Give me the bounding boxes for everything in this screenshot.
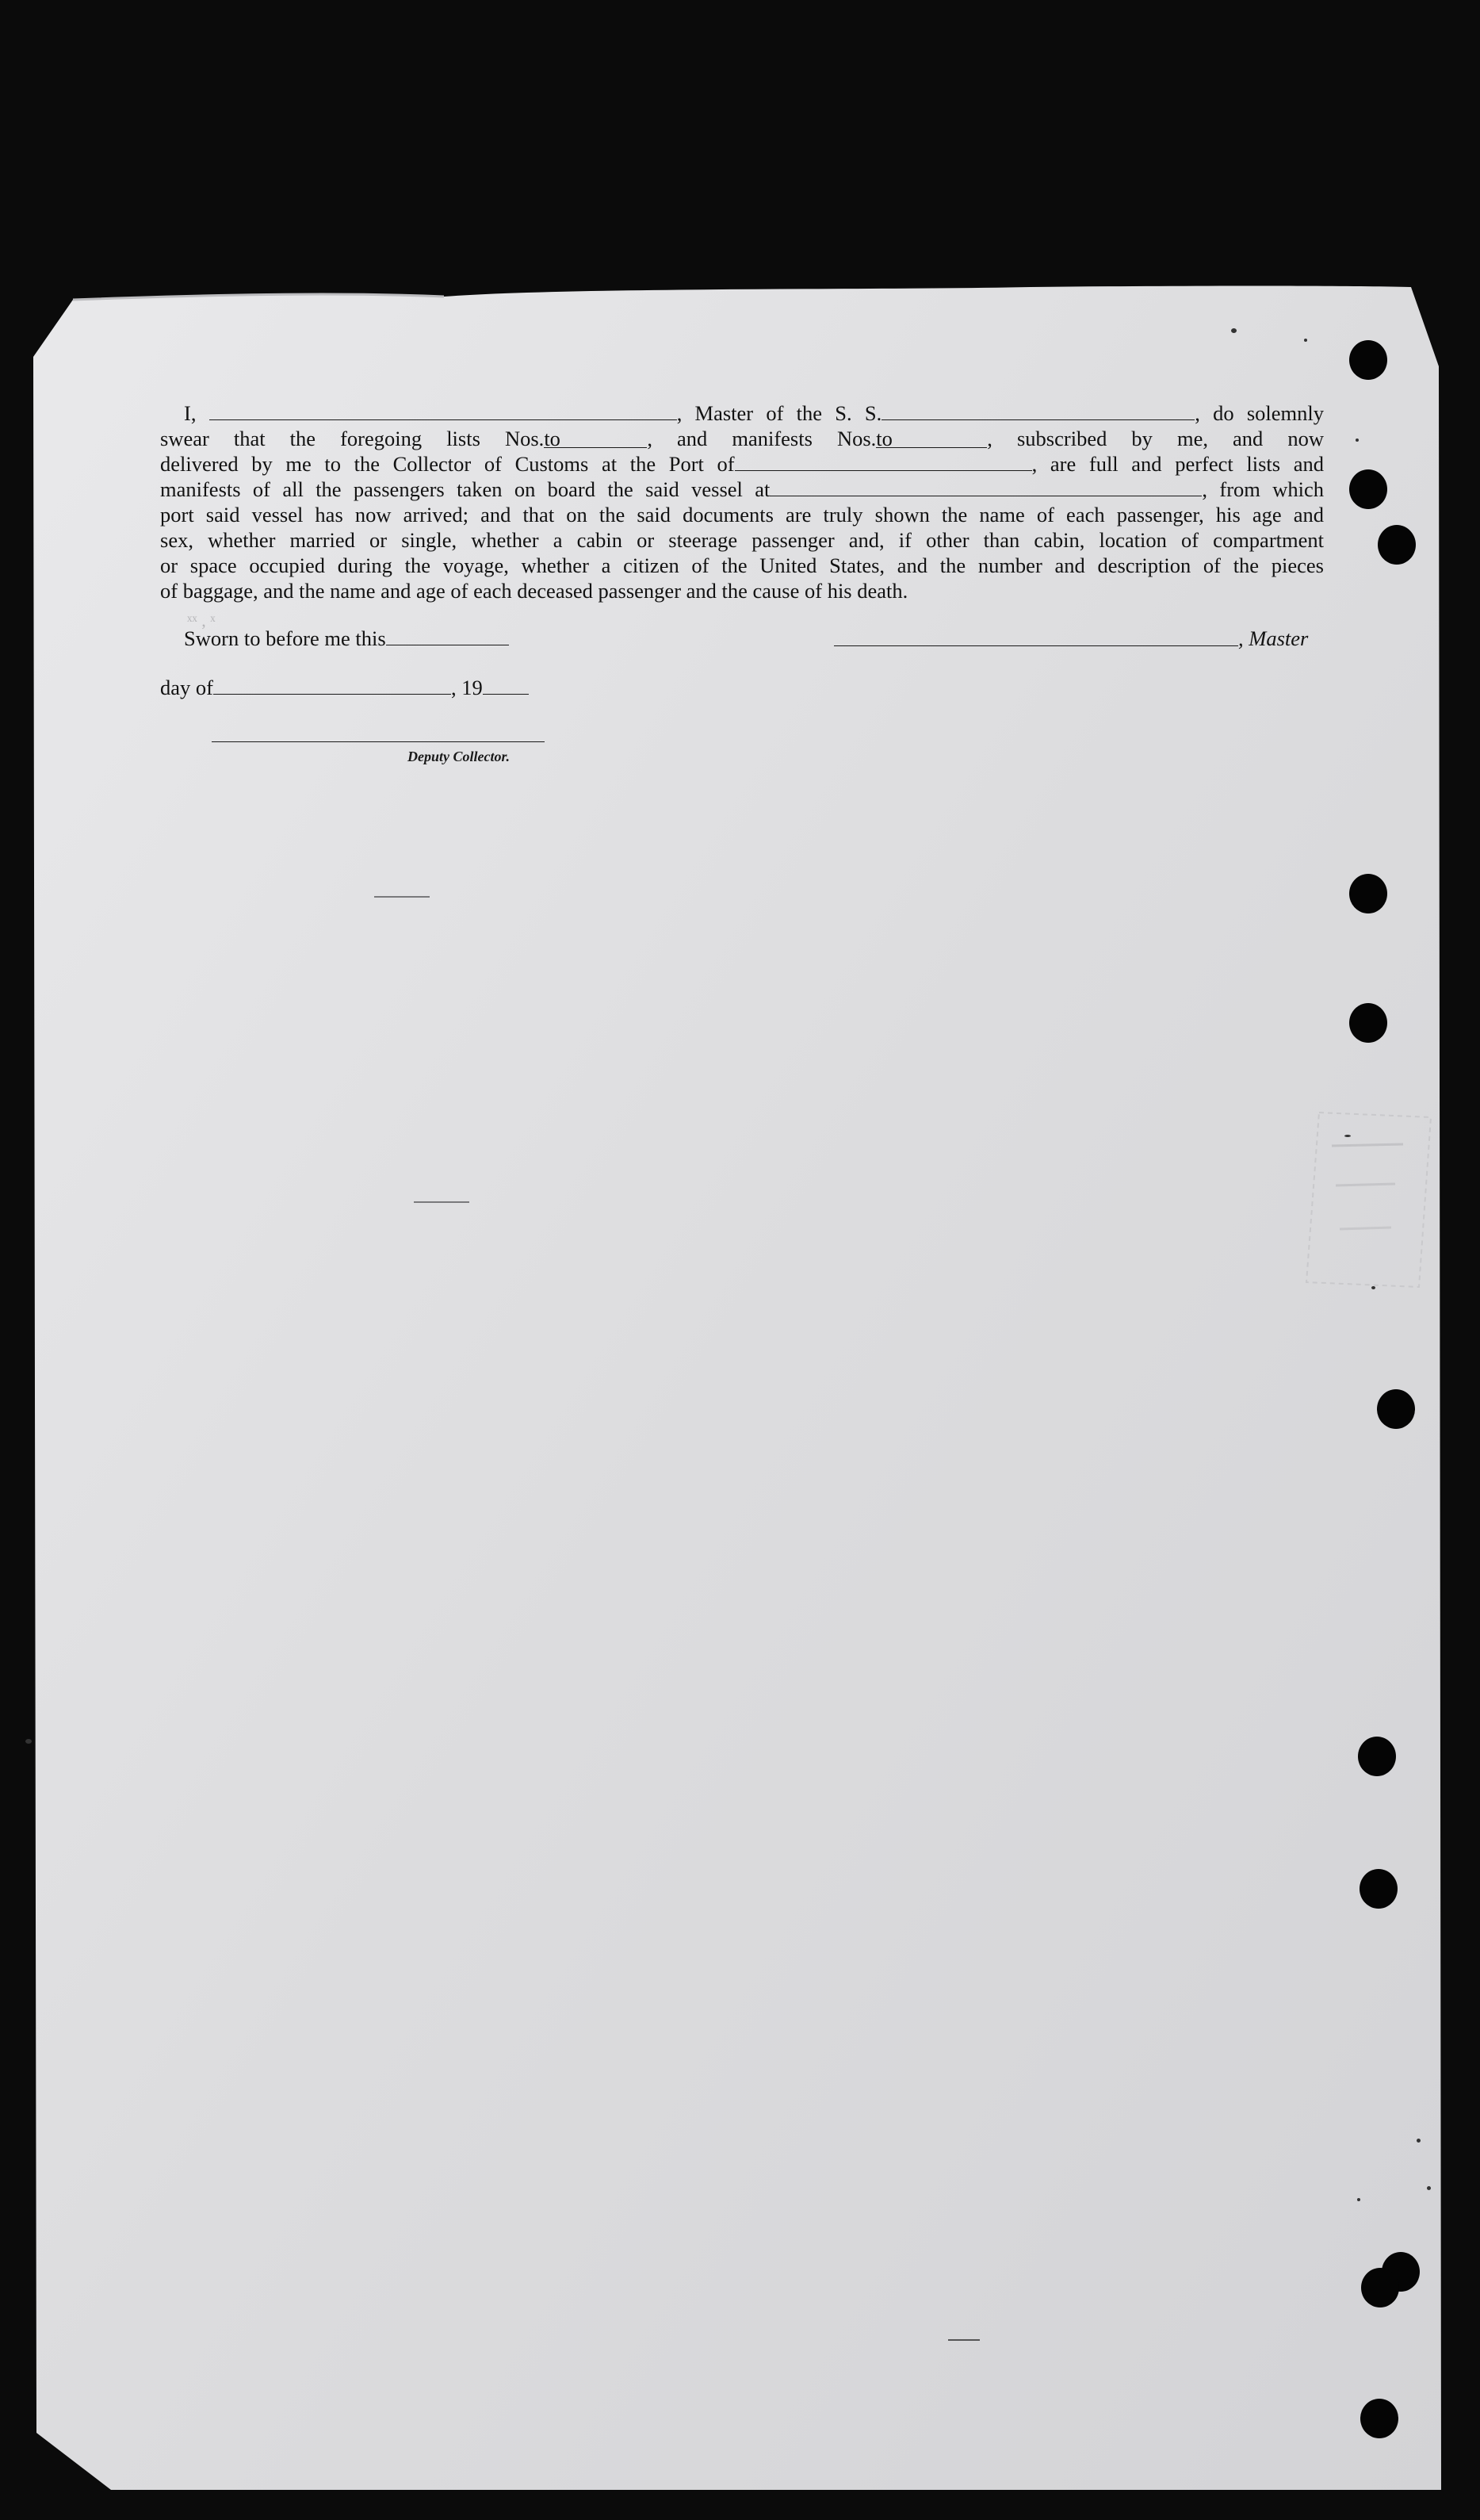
master-name-blank [209,405,677,420]
speck [1427,2186,1431,2190]
oath-line-3 [160,451,1324,477]
oath-line-8: of baggage, and the name and age of each deceased passenger and the cause of his death. [160,579,908,603]
oath-line-2-mid: , and manifests Nos. [647,427,877,450]
embark-port-blank [770,481,1202,496]
oath-line-4-lead: manifests of all the passengers taken on board the said vessel at [160,477,771,501]
sworn-label: Sworn to before me this [184,626,386,650]
year-label: , 19 [450,676,483,699]
deputy-collector-line [212,741,545,742]
list-from-to-blank [544,426,647,451]
port-blank [735,456,1032,471]
sworn-line [184,626,509,651]
punch-hole [1358,1737,1396,1776]
punch-hole [1349,469,1387,509]
oath-line-1-mid: , Master of the S. S. [676,401,882,425]
smudge [414,1201,469,1203]
oath-line-2-end: , subscribed by me, and now [987,427,1324,450]
month-blank [213,680,451,695]
smudge [948,2339,980,2341]
oath-line-3-lead: delivered by me to the Collector of Customs at the Port of [160,452,735,476]
ship-name-blank [881,405,1195,420]
day-of-label: day of [160,676,213,699]
speck [1344,1135,1351,1137]
year-blank [483,680,529,695]
pencil-mark: ˣˣ , ˣ [187,611,216,630]
oath-line-1 [160,400,1324,426]
smudge [374,896,430,898]
to-label-2: to [876,427,893,450]
speck [1371,1286,1375,1289]
oath-line-5: port said vessel has now arrived; and that on the said documents are truly shown the name of each passenger, his age and [160,503,1324,527]
oath-line-1-lead: I, [184,401,197,425]
manifest-from-to-blank [876,426,987,451]
punch-hole [1378,525,1416,565]
punch-hole [1360,2399,1398,2438]
oath-line-2 [160,426,1324,451]
punch-hole [1361,2268,1399,2307]
punch-hole [1349,340,1387,380]
faint-stamp [1300,1106,1435,1293]
day-of-line [160,676,529,700]
punch-hole [1349,1003,1387,1043]
oath-line-1-end: , do solemnly [1195,401,1325,425]
oath-line-7: or space occupied during the voyage, whether a citizen of the United States, and the number and description of the pieces [160,553,1324,577]
oath-line-2-lead: swear that the foregoing lists Nos. [160,427,545,450]
master-signature-label [1238,626,1308,651]
sworn-day-blank [386,630,509,645]
speck [25,1739,32,1744]
deputy-collector-label: Deputy Collector. [407,749,510,764]
punch-hole [1349,874,1387,913]
oath-line-3-end: , are full and perfect lists and [1031,452,1324,476]
speck [1357,2198,1360,2201]
speck [1231,328,1237,333]
speck [1417,2139,1421,2143]
punch-hole [1360,1869,1398,1909]
to-label-1: to [544,427,560,450]
oath-line-4-end: , from which [1202,477,1325,501]
punch-hole [1377,1389,1415,1429]
oath-line-4 [160,477,1324,502]
master-oath-text [160,400,1324,603]
speck [1304,339,1307,342]
speck [1356,439,1359,442]
oath-line-6: sex, whether married or single, whether a cabin or steerage passenger and, if other than cabin, location of compartment [160,528,1324,552]
master-signature-line [834,645,1238,646]
master-label: , Master [1238,626,1309,650]
